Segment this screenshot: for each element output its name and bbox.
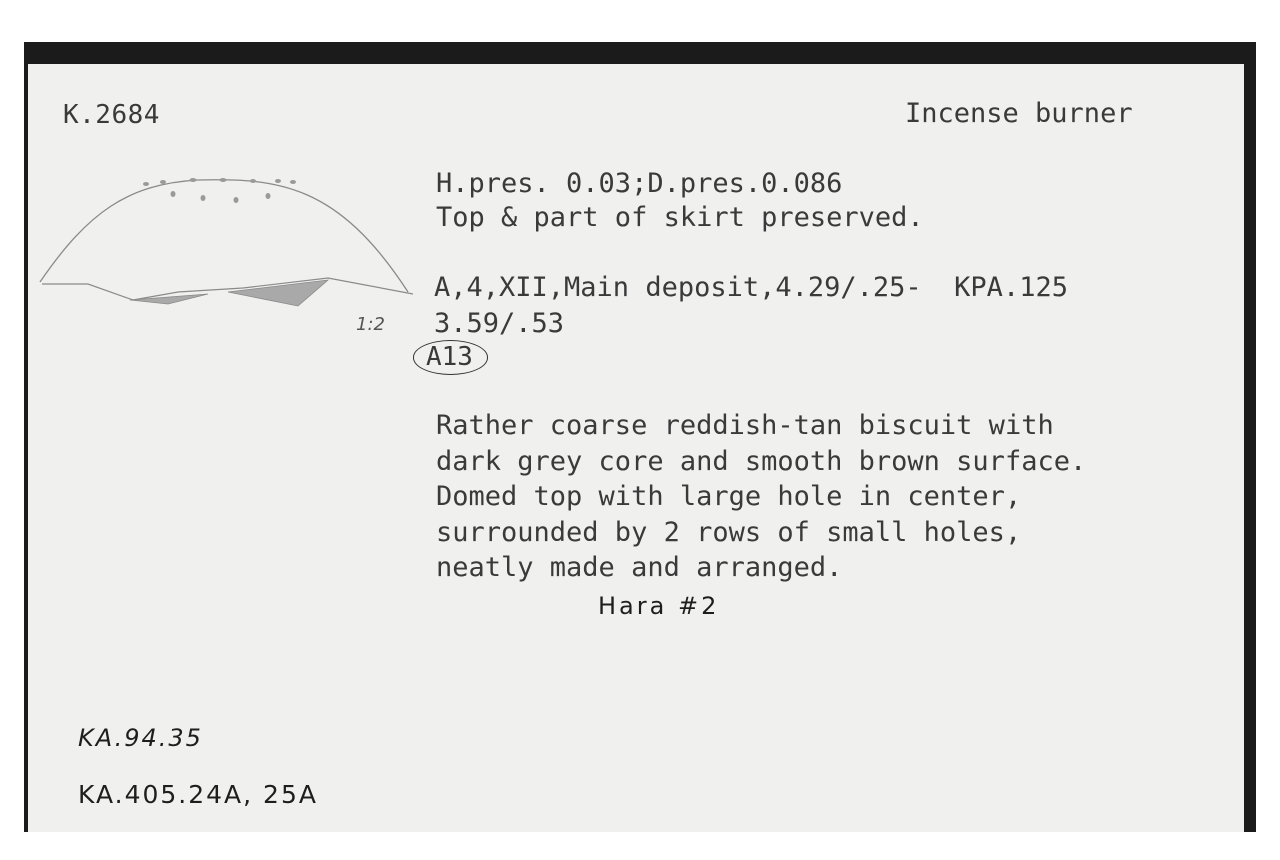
lot-label-circled: A13 — [413, 340, 488, 375]
handwritten-reference-1: KA.94.35 — [78, 724, 203, 752]
catalog-card — [28, 64, 1244, 832]
handwritten-reference-2: KA.405.24A, 25A — [78, 780, 318, 809]
object-title: Incense burner — [905, 98, 1133, 129]
context-line-depth: 3.59/.53 — [434, 308, 565, 339]
dimensions-line: H.pres. 0.03;D.pres.0.086 — [436, 168, 843, 199]
context-line: A,4,XII,Main deposit,4.29/.25- KPA.125 — [434, 272, 1068, 303]
card-frame-top — [24, 42, 1256, 64]
fabric-description: Rather coarse reddish-tan biscuit with dark grey core and smooth brown surface. Domed top with large hole in center, surrounded by 2 rows of small holes, neatly made and arranged. — [436, 410, 1087, 583]
incense-burner-sketch — [28, 154, 448, 324]
preservation-line: Top & part of skirt preserved. — [436, 202, 924, 233]
card-frame-right — [1244, 42, 1256, 832]
catalog-number: K.2684 — [63, 100, 160, 130]
handwritten-name: Hara #2 — [598, 592, 720, 620]
scale-note: 1:2 — [356, 314, 385, 335]
